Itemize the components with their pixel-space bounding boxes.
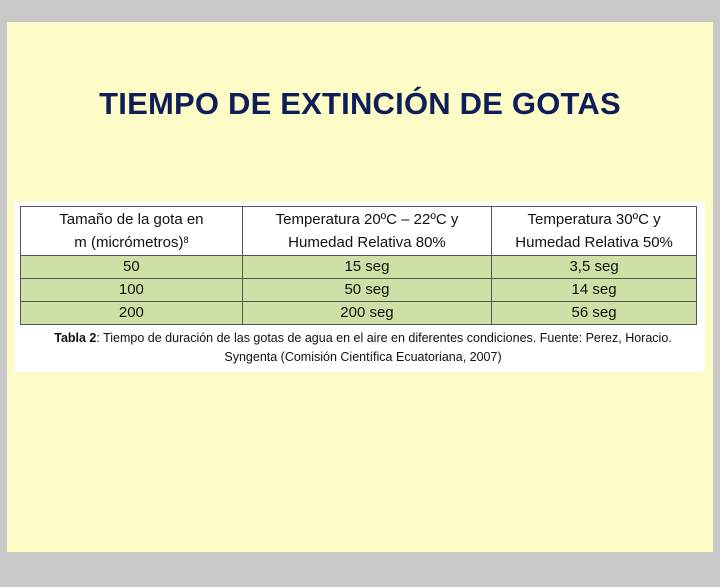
drop-extinction-table xyxy=(20,206,697,325)
cell-time-20-22: 50 seg xyxy=(242,279,491,302)
table-panel xyxy=(14,202,705,372)
header-temp-20-22-line2: Humedad Relativa 80% xyxy=(288,234,446,251)
cell-time-20-22: 200 seg xyxy=(242,302,491,325)
cell-drop-size: 100 xyxy=(21,279,243,302)
slide-title: TIEMPO DE EXTINCIÓN DE GOTAS xyxy=(99,86,621,121)
cell-drop-size: 200 xyxy=(21,302,243,325)
table-header-row xyxy=(21,207,697,256)
table-row xyxy=(21,279,697,302)
header-temp-20-22-line1: Temperatura 20ºC – 22ºC y xyxy=(275,211,459,228)
cell-time-30: 56 seg xyxy=(492,302,697,325)
table-row xyxy=(21,302,697,325)
cell-time-20-22: 15 seg xyxy=(242,256,491,279)
cell-drop-size: 50 xyxy=(21,256,243,279)
slide xyxy=(7,22,713,552)
header-temp-30-line2: Humedad Relativa 50% xyxy=(515,234,673,251)
table-caption xyxy=(28,329,698,367)
header-temp-20-22 xyxy=(242,207,491,256)
header-temp-30-line1: Temperatura 30ºC y xyxy=(527,211,661,228)
table-row xyxy=(21,256,697,279)
caption-text: : Tiempo de duración de las gotas de agua en el aire en diferentes condiciones. Fuente: Perez, Horacio. Syngenta (Comisión Científica Ecuatoriana, 2007) xyxy=(96,331,672,364)
footnote-marker: 8 xyxy=(183,235,189,245)
header-drop-size xyxy=(21,207,243,256)
header-drop-size-line1: Tamaño de la gota en xyxy=(59,211,204,228)
cell-time-30: 14 seg xyxy=(492,279,697,302)
header-temp-30 xyxy=(492,207,697,256)
caption-label: Tabla 2 xyxy=(54,331,97,345)
header-drop-size-line2: m (micrómetros) xyxy=(74,234,184,251)
cell-time-30: 3,5 seg xyxy=(492,256,697,279)
